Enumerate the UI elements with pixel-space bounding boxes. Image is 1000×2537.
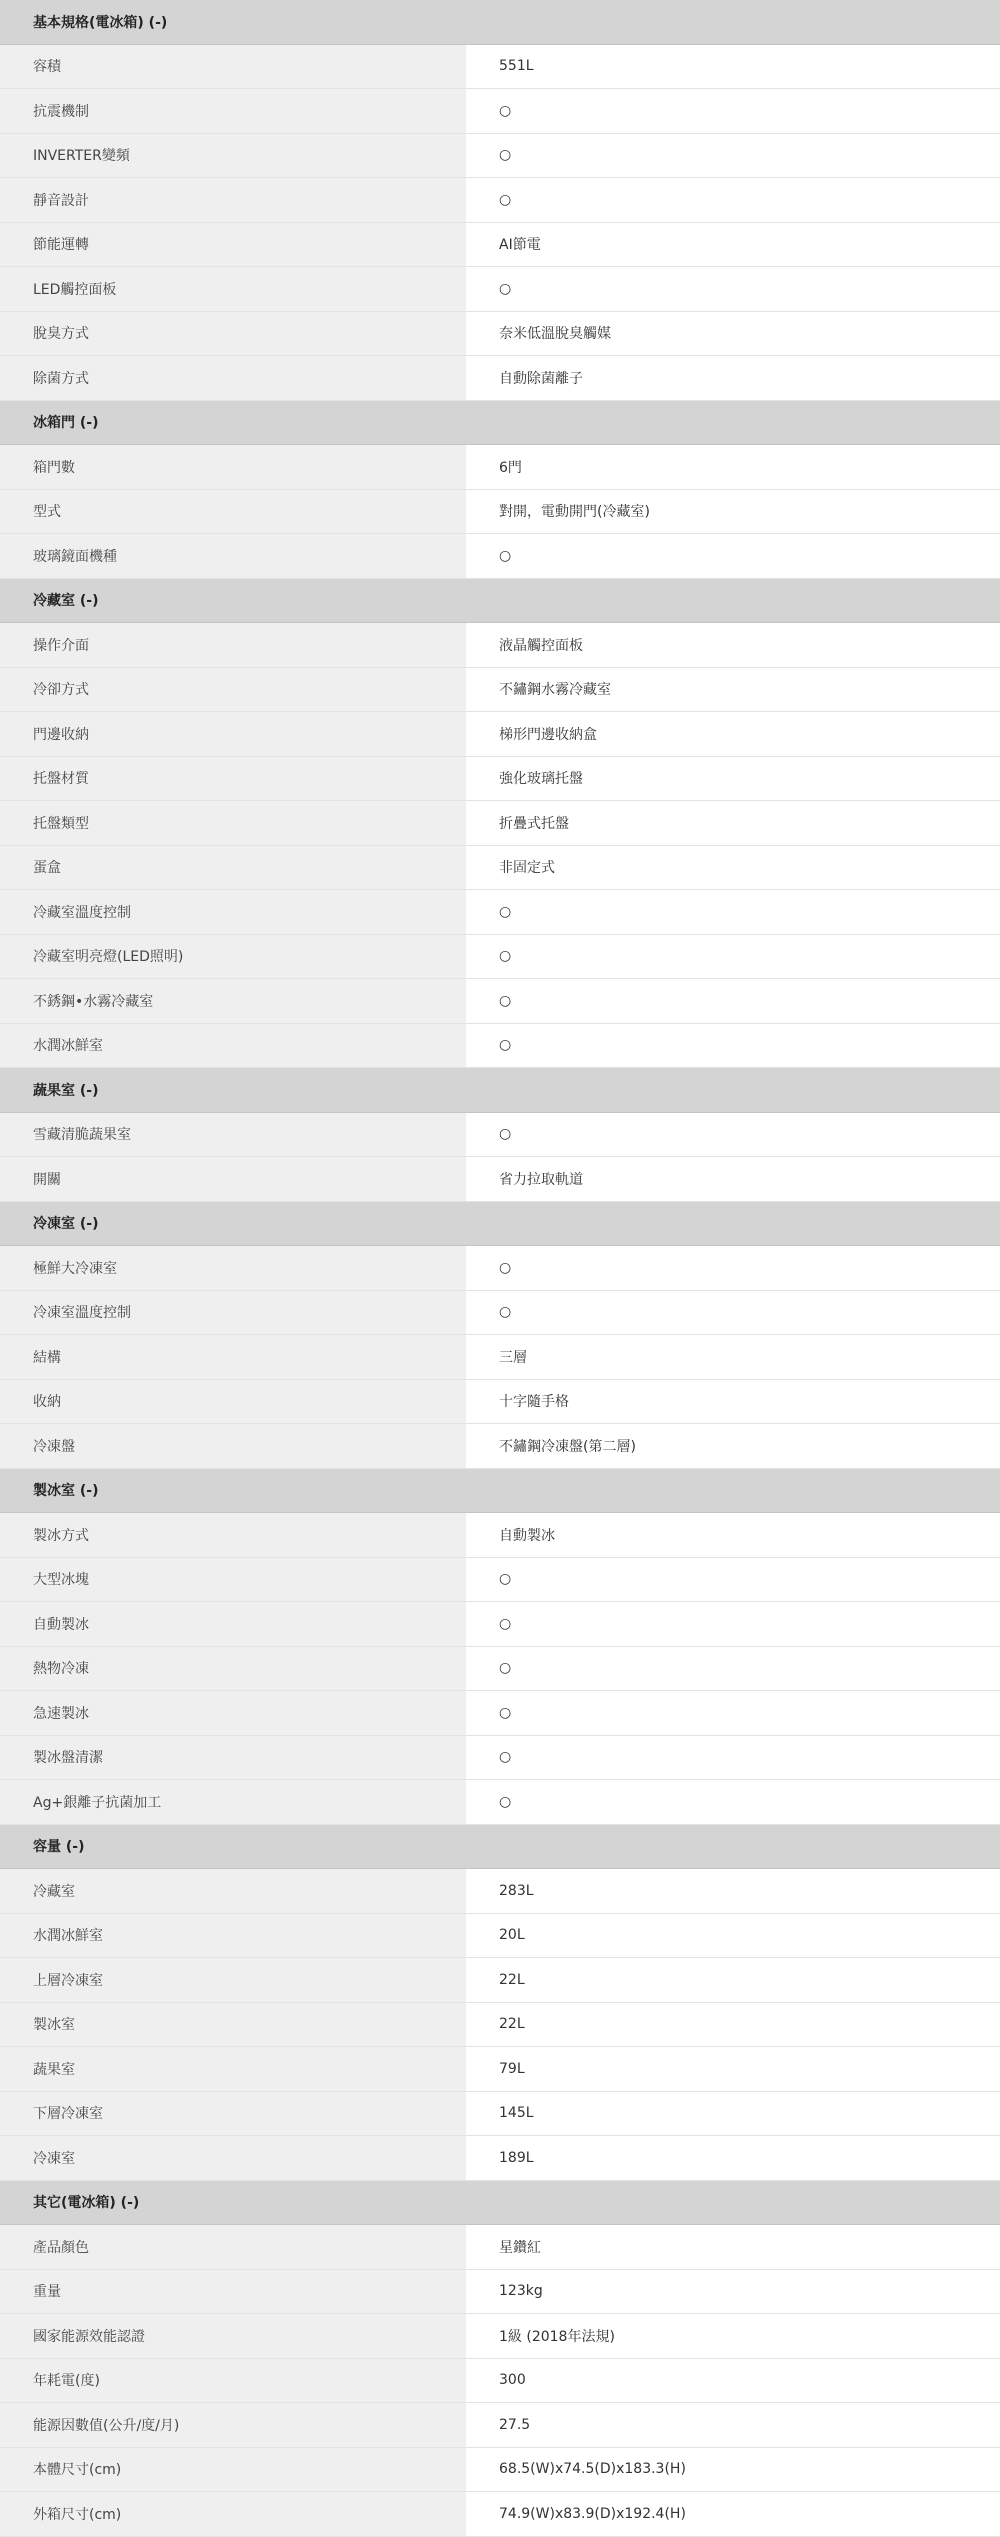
spec-row xyxy=(0,134,1000,179)
spec-row xyxy=(0,89,1000,134)
spec-row xyxy=(0,1513,1000,1558)
spec-label: 收納 xyxy=(0,1380,466,1424)
spec-label: 年耗電(度) xyxy=(0,2359,466,2403)
spec-value: 不鏽鋼冷凍盤(第二層) xyxy=(466,1424,1000,1468)
spec-label: 水潤冰鮮室 xyxy=(0,1914,466,1958)
spec-value: 三層 xyxy=(466,1335,1000,1379)
spec-label: 型式 xyxy=(0,490,466,534)
spec-row xyxy=(0,1780,1000,1825)
spec-label: 冷藏室溫度控制 xyxy=(0,890,466,934)
spec-value: 551L xyxy=(466,45,1000,89)
spec-value: ○ xyxy=(466,1647,1000,1691)
spec-label: 托盤類型 xyxy=(0,801,466,845)
spec-row xyxy=(0,1024,1000,1069)
spec-value: 74.9(W)x83.9(D)x192.4(H) xyxy=(466,2492,1000,2536)
spec-label: 操作介面 xyxy=(0,623,466,667)
spec-row xyxy=(0,2359,1000,2404)
spec-label: 節能運轉 xyxy=(0,223,466,267)
spec-label: 上層冷凍室 xyxy=(0,1958,466,2002)
spec-label: 大型冰塊 xyxy=(0,1558,466,1602)
spec-label: 冷藏室 xyxy=(0,1869,466,1913)
spec-value: ○ xyxy=(466,1291,1000,1335)
spec-value: ○ xyxy=(466,890,1000,934)
spec-row xyxy=(0,45,1000,90)
spec-label: 下層冷凍室 xyxy=(0,2092,466,2136)
spec-label: 冷凍盤 xyxy=(0,1424,466,1468)
spec-value: 省力拉取軌道 xyxy=(466,1157,1000,1201)
spec-label: 容積 xyxy=(0,45,466,89)
spec-row xyxy=(0,490,1000,535)
spec-row xyxy=(0,1113,1000,1158)
spec-value: 145L xyxy=(466,2092,1000,2136)
spec-label: 蔬果室 xyxy=(0,2047,466,2091)
spec-value: 189L xyxy=(466,2136,1000,2180)
spec-row xyxy=(0,2403,1000,2448)
spec-value: ○ xyxy=(466,979,1000,1023)
spec-value: ○ xyxy=(466,1246,1000,1290)
spec-row xyxy=(0,1380,1000,1425)
spec-label: 抗震機制 xyxy=(0,89,466,133)
spec-row xyxy=(0,2225,1000,2270)
spec-label: 托盤材質 xyxy=(0,757,466,801)
spec-row xyxy=(0,1246,1000,1291)
section-header[interactable]: 蔬果室 (-) xyxy=(0,1068,1000,1113)
spec-label: 靜音設計 xyxy=(0,178,466,222)
spec-value: 283L xyxy=(466,1869,1000,1913)
spec-row xyxy=(0,1335,1000,1380)
spec-label: 除菌方式 xyxy=(0,356,466,400)
spec-row xyxy=(0,2047,1000,2092)
spec-value: 強化玻璃托盤 xyxy=(466,757,1000,801)
spec-label: INVERTER變頻 xyxy=(0,134,466,178)
spec-row xyxy=(0,1157,1000,1202)
spec-value: 68.5(W)x74.5(D)x183.3(H) xyxy=(466,2448,1000,2492)
spec-value: ○ xyxy=(466,178,1000,222)
spec-label: 箱門數 xyxy=(0,445,466,489)
spec-label: 冷凍室 xyxy=(0,2136,466,2180)
spec-row xyxy=(0,1558,1000,1603)
spec-row xyxy=(0,267,1000,312)
spec-value: ○ xyxy=(466,1024,1000,1068)
spec-label: 急速製冰 xyxy=(0,1691,466,1735)
spec-value: 十字隨手格 xyxy=(466,1380,1000,1424)
spec-label: 玻璃鏡面機種 xyxy=(0,534,466,578)
spec-row xyxy=(0,1424,1000,1469)
spec-row xyxy=(0,445,1000,490)
spec-value: 123kg xyxy=(466,2270,1000,2314)
spec-value: ○ xyxy=(466,1736,1000,1780)
spec-label: 不銹鋼•水霧冷藏室 xyxy=(0,979,466,1023)
spec-row xyxy=(0,356,1000,401)
spec-value: 梯形門邊收納盒 xyxy=(466,712,1000,756)
spec-value: ○ xyxy=(466,1691,1000,1735)
spec-row xyxy=(0,2136,1000,2181)
spec-value: 自動除菌離子 xyxy=(466,356,1000,400)
spec-row xyxy=(0,2492,1000,2537)
spec-label: 重量 xyxy=(0,2270,466,2314)
spec-value: 折疊式托盤 xyxy=(466,801,1000,845)
spec-label: LED觸控面板 xyxy=(0,267,466,311)
spec-row xyxy=(0,2003,1000,2048)
spec-value: AI節電 xyxy=(466,223,1000,267)
spec-value: ○ xyxy=(466,134,1000,178)
spec-row xyxy=(0,846,1000,891)
spec-row xyxy=(0,1647,1000,1692)
spec-value: ○ xyxy=(466,1780,1000,1824)
spec-row xyxy=(0,2448,1000,2493)
spec-row xyxy=(0,1602,1000,1647)
spec-label: 門邊收納 xyxy=(0,712,466,756)
spec-row xyxy=(0,1736,1000,1781)
spec-row xyxy=(0,668,1000,713)
section-header[interactable]: 冰箱門 (-) xyxy=(0,401,1000,446)
spec-label: 冷藏室明亮燈(LED照明) xyxy=(0,935,466,979)
spec-label: Ag+銀離子抗菌加工 xyxy=(0,1780,466,1824)
spec-label: 本體尺寸(cm) xyxy=(0,2448,466,2492)
spec-row xyxy=(0,890,1000,935)
spec-label: 自動製冰 xyxy=(0,1602,466,1646)
spec-value: ○ xyxy=(466,1558,1000,1602)
spec-row xyxy=(0,1958,1000,2003)
spec-row xyxy=(0,623,1000,668)
spec-label: 極鮮大冷凍室 xyxy=(0,1246,466,1290)
spec-row xyxy=(0,1691,1000,1736)
spec-value: 20L xyxy=(466,1914,1000,1958)
spec-value: 非固定式 xyxy=(466,846,1000,890)
spec-label: 冷卻方式 xyxy=(0,668,466,712)
section-header[interactable]: 基本規格(電冰箱) (-) xyxy=(0,0,1000,45)
spec-value: 對開，電動開門(冷藏室) xyxy=(466,490,1000,534)
spec-label: 開關 xyxy=(0,1157,466,1201)
spec-value: ○ xyxy=(466,935,1000,979)
spec-value: 27.5 xyxy=(466,2403,1000,2447)
section-header[interactable]: 製冰室 (-) xyxy=(0,1469,1000,1514)
spec-value: ○ xyxy=(466,1113,1000,1157)
spec-value: 300 xyxy=(466,2359,1000,2403)
spec-value: ○ xyxy=(466,267,1000,311)
spec-value: 1級 (2018年法規) xyxy=(466,2314,1000,2358)
spec-value: 22L xyxy=(466,2003,1000,2047)
spec-row xyxy=(0,712,1000,757)
spec-label: 製冰室 xyxy=(0,2003,466,2047)
spec-label: 水潤冰鮮室 xyxy=(0,1024,466,1068)
spec-row xyxy=(0,935,1000,980)
spec-row xyxy=(0,178,1000,223)
spec-row xyxy=(0,2314,1000,2359)
spec-label: 脫臭方式 xyxy=(0,312,466,356)
spec-value: ○ xyxy=(466,1602,1000,1646)
spec-value: 不鏽鋼水霧冷藏室 xyxy=(466,668,1000,712)
spec-row xyxy=(0,801,1000,846)
spec-value: ○ xyxy=(466,534,1000,578)
spec-label: 國家能源效能認證 xyxy=(0,2314,466,2358)
spec-row xyxy=(0,1869,1000,1914)
section-header[interactable]: 容量 (-) xyxy=(0,1825,1000,1870)
spec-row xyxy=(0,312,1000,357)
spec-value: 22L xyxy=(466,1958,1000,2002)
section-header[interactable]: 冷藏室 (-) xyxy=(0,579,1000,624)
spec-row xyxy=(0,2092,1000,2137)
spec-label: 製冰方式 xyxy=(0,1513,466,1557)
section-header[interactable]: 其它(電冰箱) (-) xyxy=(0,2181,1000,2226)
spec-label: 冷凍室溫度控制 xyxy=(0,1291,466,1335)
spec-label: 能源因數值(公升/度/月) xyxy=(0,2403,466,2447)
spec-label: 雪藏清脆蔬果室 xyxy=(0,1113,466,1157)
spec-row xyxy=(0,1291,1000,1336)
spec-value: 自動製冰 xyxy=(466,1513,1000,1557)
spec-value: 奈米低溫脫臭觸媒 xyxy=(466,312,1000,356)
spec-value: 液晶觸控面板 xyxy=(466,623,1000,667)
spec-label: 結構 xyxy=(0,1335,466,1379)
spec-value: ○ xyxy=(466,89,1000,133)
spec-value: 79L xyxy=(466,2047,1000,2091)
spec-label: 熱物冷凍 xyxy=(0,1647,466,1691)
spec-row xyxy=(0,2270,1000,2315)
spec-label: 外箱尺寸(cm) xyxy=(0,2492,466,2536)
section-header[interactable]: 冷凍室 (-) xyxy=(0,1202,1000,1247)
spec-value: 6門 xyxy=(466,445,1000,489)
spec-row xyxy=(0,979,1000,1024)
spec-row xyxy=(0,534,1000,579)
spec-label: 產品顏色 xyxy=(0,2225,466,2269)
spec-label: 蛋盒 xyxy=(0,846,466,890)
spec-label: 製冰盤清潔 xyxy=(0,1736,466,1780)
spec-row xyxy=(0,223,1000,268)
spec-row xyxy=(0,1914,1000,1959)
spec-value: 星鑽紅 xyxy=(466,2225,1000,2269)
spec-row xyxy=(0,757,1000,802)
